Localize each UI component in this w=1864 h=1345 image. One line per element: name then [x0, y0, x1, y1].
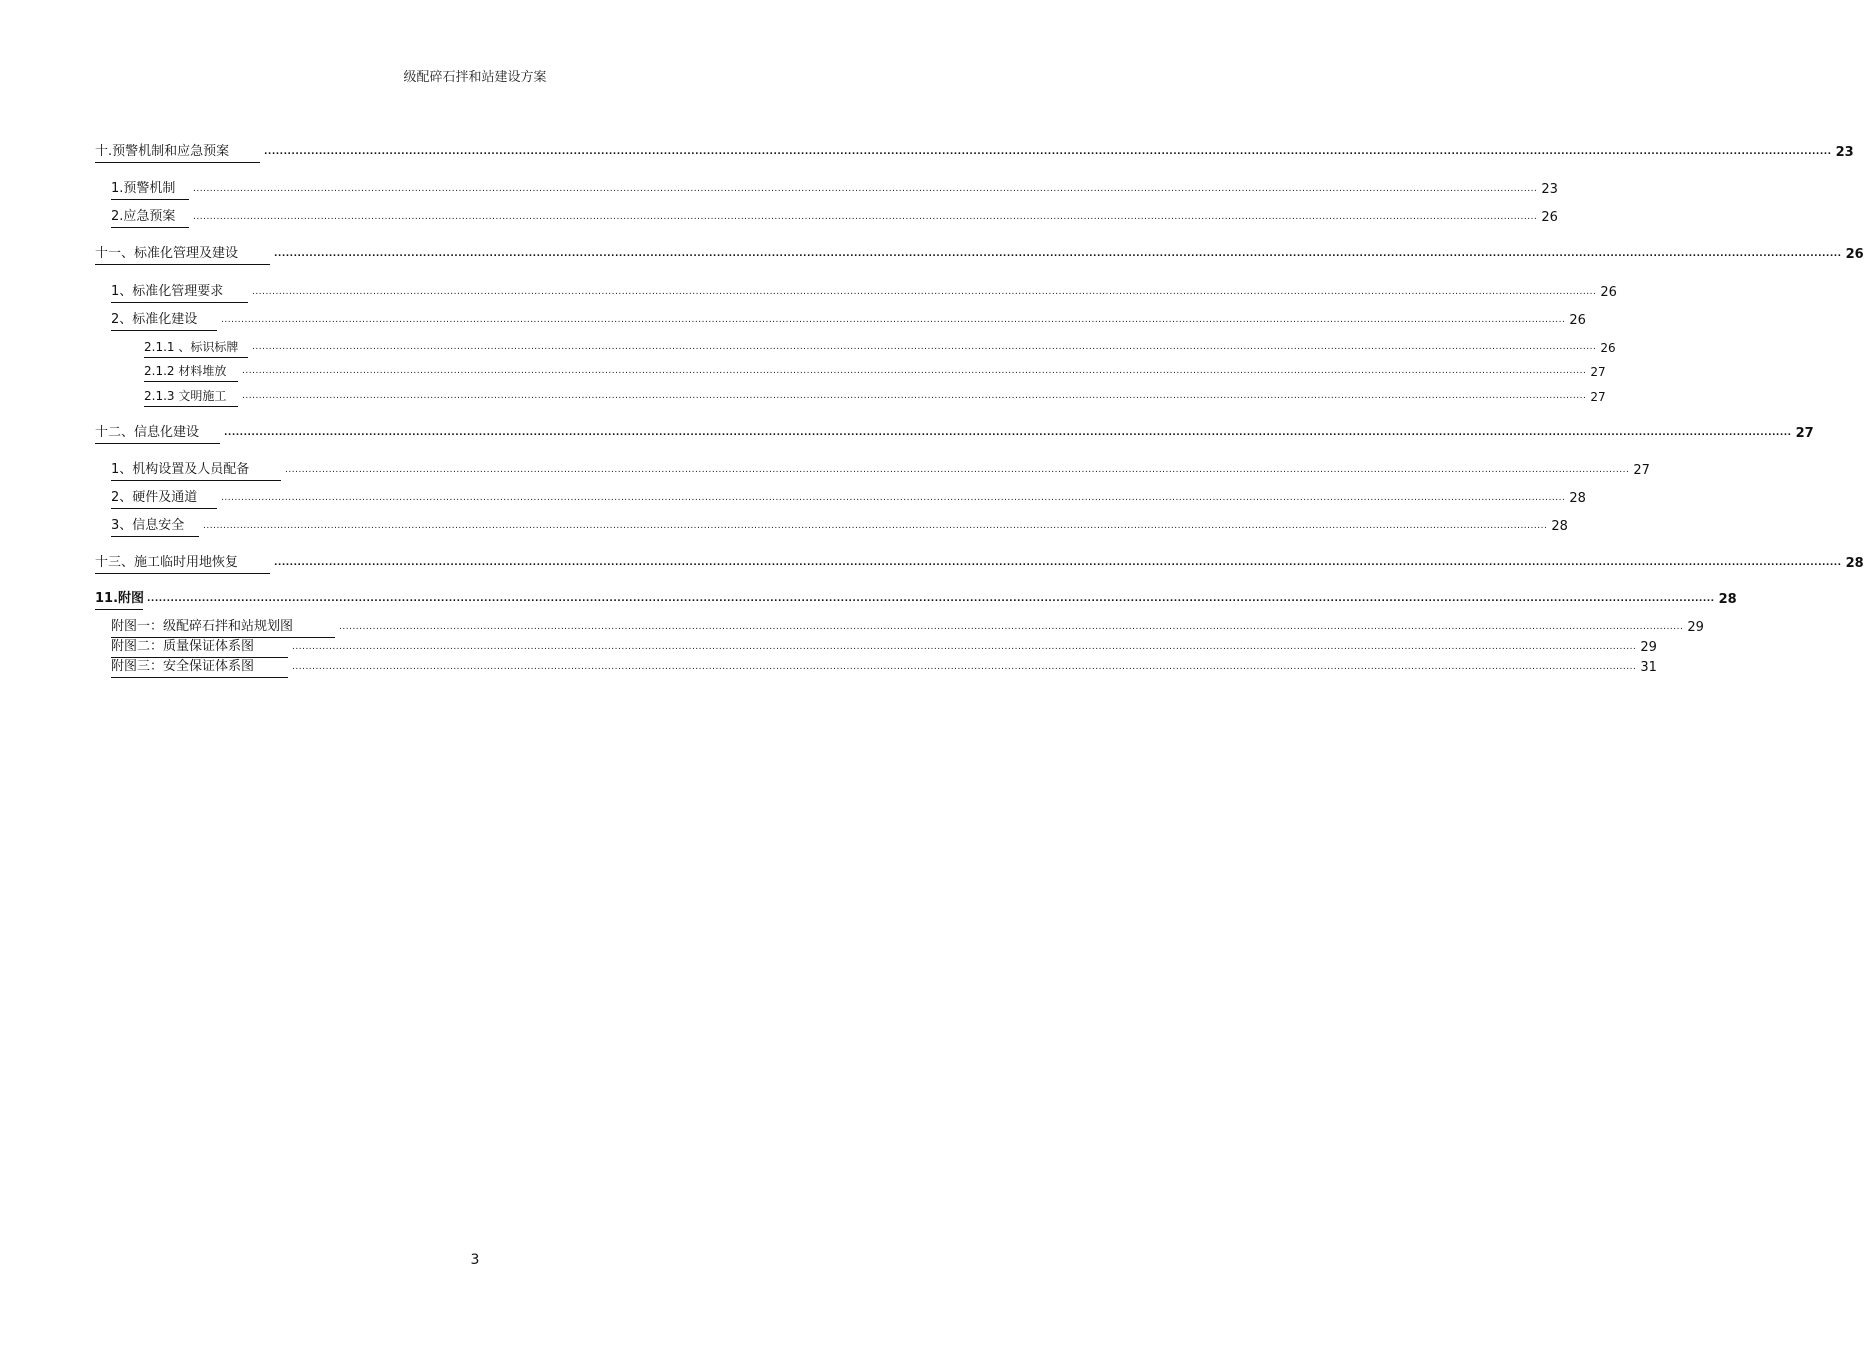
- toc-entry[interactable]: [111, 311, 1586, 331]
- toc-entry-page: 26: [1845, 247, 1864, 262]
- toc-entry[interactable]: [95, 245, 1864, 265]
- toc-entry-page: 26: [1600, 341, 1616, 355]
- toc-entry-page: 26: [1541, 210, 1558, 225]
- toc-entry-label: 11.附图: [95, 591, 143, 610]
- toc-entry-page: 26: [1569, 313, 1586, 328]
- toc-entry[interactable]: [95, 554, 1864, 574]
- toc-leader-dots: ................................................................................................................................................................................................................................................................................................................................................................................................................: [264, 147, 1832, 157]
- toc-entry-label: 附图二：质量保证体系图: [111, 639, 288, 658]
- toc-entry-page: 28: [1845, 556, 1864, 571]
- toc-entry-page: 23: [1835, 145, 1854, 160]
- toc-entry[interactable]: [144, 387, 1606, 407]
- toc-entry-page: 26: [1600, 285, 1617, 300]
- toc-entry-page: 28: [1569, 491, 1586, 506]
- toc-entry[interactable]: [111, 638, 1657, 658]
- toc-entry-label: 十一、标准化管理及建设: [95, 246, 270, 265]
- toc-leader-dots: ................................................................................................................................................................................................................................................................................................................................................................................................................: [274, 558, 1842, 568]
- toc-leader-dots: ................................................................................................................................................................................................................................................................................................................................................................................................................: [193, 212, 1538, 222]
- toc-leader-dots: ................................................................................................................................................................................................................................................................................................................................................................................................................: [292, 642, 1637, 652]
- toc-entry-page: 29: [1687, 620, 1704, 635]
- toc-leader-dots: ................................................................................................................................................................................................................................................................................................................................................................................................................: [221, 315, 1566, 325]
- toc-entry-page: 29: [1640, 640, 1657, 655]
- toc-entry[interactable]: [111, 517, 1568, 537]
- toc-entry-label: 2.1.3 文明施工: [144, 388, 238, 407]
- toc-entry-label: 十.预警机制和应急预案: [95, 144, 260, 163]
- toc-entry-label: 十二、信息化建设: [95, 425, 220, 444]
- toc-entry-page: 27: [1590, 365, 1606, 379]
- toc-entry-page: 28: [1551, 519, 1568, 534]
- toc-entry[interactable]: [95, 143, 1854, 163]
- toc-entry-label: 2.1.2 材料堆放: [144, 363, 238, 382]
- toc-leader-dots: ................................................................................................................................................................................................................................................................................................................................................................................................................: [147, 594, 1715, 604]
- toc-entry-label: 1.预警机制: [111, 181, 189, 200]
- toc-entry-label: 1、机构设置及人员配备: [111, 462, 281, 481]
- toc-leader-dots: ................................................................................................................................................................................................................................................................................................................................................................................................................: [252, 287, 1597, 297]
- toc-entry[interactable]: [111, 618, 1704, 638]
- toc-leader-dots: ................................................................................................................................................................................................................................................................................................................................................................................................................: [221, 493, 1566, 503]
- document-header-title: 级配碎石拌和站建设方案: [403, 70, 547, 85]
- toc-leader-dots: ................................................................................................................................................................................................................................................................................................................................................................................................................: [242, 391, 1587, 401]
- toc-entry-label: 2.1.1 、标识标牌: [144, 339, 248, 358]
- toc-leader-dots: ................................................................................................................................................................................................................................................................................................................................................................................................................: [252, 342, 1597, 352]
- toc-entry-page: 28: [1718, 592, 1737, 607]
- toc-entry-label: 附图一：级配碎石拌和站规划图: [111, 619, 335, 638]
- toc-leader-dots: ................................................................................................................................................................................................................................................................................................................................................................................................................: [285, 465, 1630, 475]
- toc-entry-page: 23: [1541, 182, 1558, 197]
- toc-entry[interactable]: [144, 362, 1606, 382]
- toc-leader-dots: ................................................................................................................................................................................................................................................................................................................................................................................................................: [242, 366, 1587, 376]
- toc-entry-page: 27: [1633, 463, 1650, 478]
- toc-entry[interactable]: [144, 338, 1616, 358]
- toc-leader-dots: ................................................................................................................................................................................................................................................................................................................................................................................................................: [274, 249, 1842, 259]
- toc-entry[interactable]: [111, 208, 1558, 228]
- toc-entry-label: 3、信息安全: [111, 518, 199, 537]
- toc-entry-label: 十三、施工临时用地恢复: [95, 555, 270, 574]
- toc-entry[interactable]: [95, 590, 1737, 610]
- toc-entry[interactable]: [95, 424, 1814, 444]
- toc-entry-label: 2、硬件及通道: [111, 490, 217, 509]
- toc-entry[interactable]: [111, 283, 1617, 303]
- toc-entry-label: 2、标准化建设: [111, 312, 217, 331]
- toc-leader-dots: ................................................................................................................................................................................................................................................................................................................................................................................................................: [292, 662, 1637, 672]
- toc-leader-dots: ................................................................................................................................................................................................................................................................................................................................................................................................................: [224, 428, 1792, 438]
- toc-entry-page: 31: [1640, 660, 1657, 675]
- toc-entry-label: 2.应急预案: [111, 209, 189, 228]
- toc-entry[interactable]: [111, 180, 1558, 200]
- toc-entry-label: 附图三：安全保证体系图: [111, 659, 288, 678]
- page-number: 3: [470, 1252, 480, 1268]
- toc-entry-page: 27: [1590, 390, 1606, 404]
- toc-leader-dots: ................................................................................................................................................................................................................................................................................................................................................................................................................: [203, 521, 1548, 531]
- toc-leader-dots: ................................................................................................................................................................................................................................................................................................................................................................................................................: [193, 184, 1538, 194]
- toc-entry[interactable]: [111, 461, 1650, 481]
- toc-entry-label: 1、标准化管理要求: [111, 284, 248, 303]
- toc-entry[interactable]: [111, 658, 1657, 678]
- toc-entry-page: 27: [1795, 426, 1814, 441]
- toc-leader-dots: ................................................................................................................................................................................................................................................................................................................................................................................................................: [339, 622, 1684, 632]
- toc-entry[interactable]: [111, 489, 1586, 509]
